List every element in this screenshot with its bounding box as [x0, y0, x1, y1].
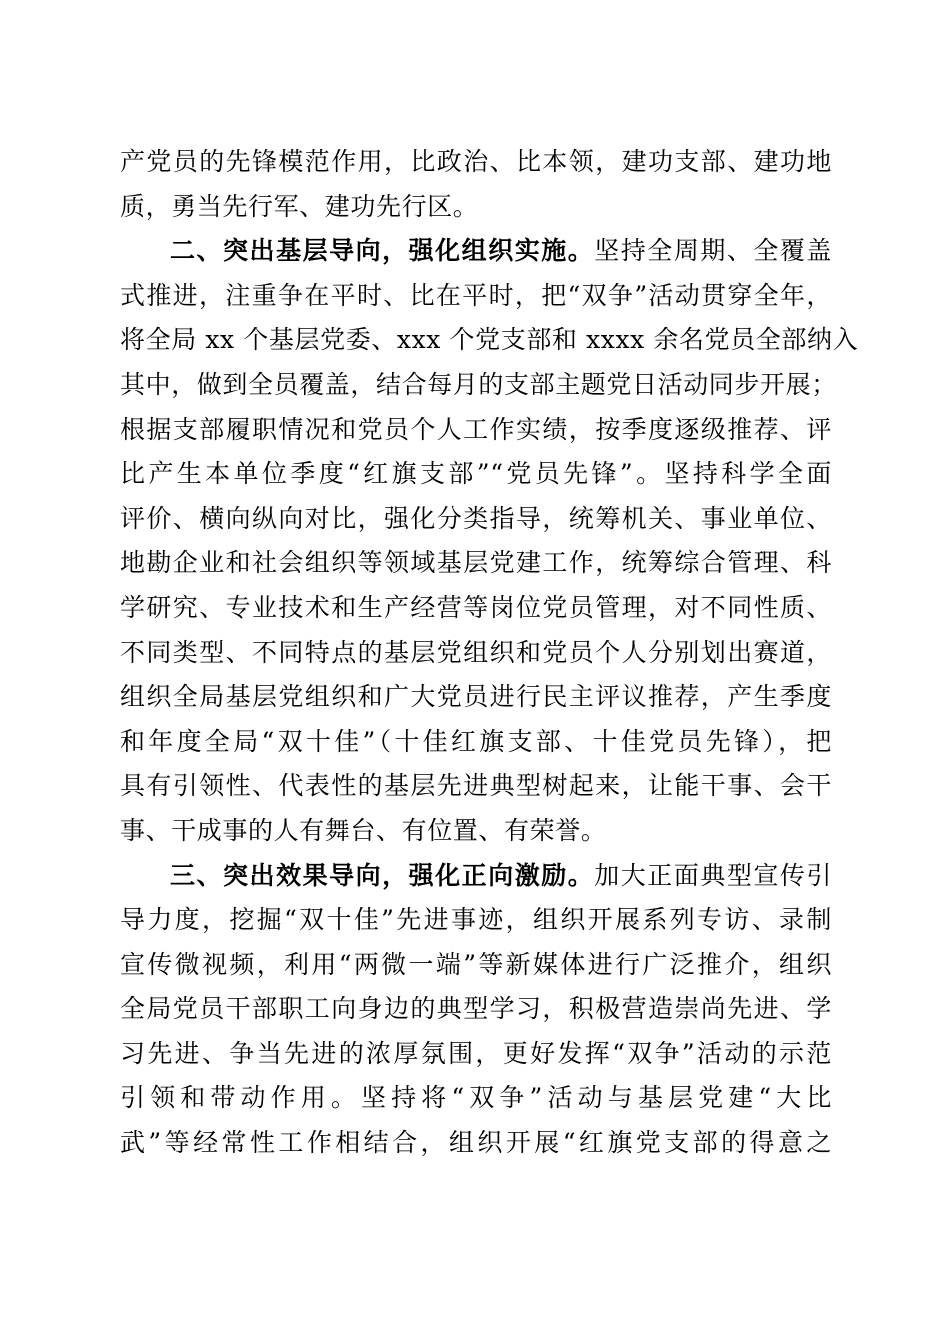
section-heading: 三、突出效果导向，强化正向激励。	[170, 860, 595, 890]
paragraph-line: 习先进、争当先进的浓厚氛围，更好发挥“双争”活动的示范	[120, 1038, 832, 1068]
paragraph-first-line	[120, 854, 832, 899]
paragraph-line: 其中，做到全员覆盖，结合每月的支部主题党日活动同步开展；	[120, 369, 837, 399]
paragraph-line: 引领和带动作用。坚持将“双争”活动与基层党建“大比	[120, 1083, 832, 1113]
paragraph-line: 事、干成事的人有舞台、有位置、有荣誉。	[120, 815, 607, 845]
paragraph-line: 地勘企业和社会组织等领域基层党建工作，统筹综合管理、科	[120, 548, 832, 578]
paragraph-text: 加大正面典型宣传引	[594, 860, 832, 890]
paragraph-line: 和年度全局“双十佳”（十佳红旗支部、十佳党员先锋），把	[120, 726, 832, 756]
paragraph-line: 评价、横向纵向对比，强化分类指导，统筹机关、事业单位、	[120, 503, 832, 533]
paragraph-line: 将全局 xx 个基层党委、xxx 个党支部和 xxxx 余名党员全部纳入	[120, 325, 859, 355]
paragraph-1	[120, 140, 832, 229]
paragraph-first-line	[120, 229, 832, 274]
section-heading: 二、突出基层导向，强化组织实施。	[170, 236, 595, 266]
paragraph-line: 不同类型、不同特点的基层党组织和党员个人分别划出赛道，	[120, 637, 832, 667]
paragraph-text: 坚持全周期、全覆盖	[594, 236, 832, 266]
paragraph-line: 导力度，挖掘“双十佳”先进事迹，组织开展系列专访、录制	[120, 905, 832, 935]
paragraph-line: 组织全局基层党组织和广大党员进行民主评议推荐，产生季度	[120, 682, 832, 712]
paragraph-line: 全局党员干部职工向身边的典型学习，积极营造崇尚先进、学	[120, 994, 832, 1024]
paragraph-line: 宣传微视频，利用“两微一端”等新媒体进行广泛推介，组织	[120, 949, 832, 979]
paragraph-line: 学研究、专业技术和生产经营等岗位党员管理，对不同性质、	[120, 592, 832, 622]
paragraph-line: 质，勇当先行军、建功先行区。	[120, 191, 479, 221]
document-body	[120, 140, 859, 1166]
paragraph-3	[120, 854, 832, 1166]
paragraph-line: 产党员的先锋模范作用，比政治、比本领，建功支部、建功地	[120, 147, 832, 176]
paragraph-line: 根据支部履职情况和党员个人工作实绩，按季度逐级推荐、评	[120, 414, 832, 444]
paragraph-line: 比产生本单位季度“红旗支部”“党员先锋”。坚持科学全面	[120, 459, 832, 489]
paragraph-line: 式推进，注重争在平时、比在平时，把“双争”活动贯穿全年，	[120, 280, 832, 310]
paragraph-line: 具有引领性、代表性的基层先进典型树起来，让能干事、会干	[120, 771, 832, 801]
paragraph-2	[120, 229, 859, 853]
paragraph-line: 武”等经常性工作相结合，组织开展“红旗党支部的得意之	[120, 1128, 832, 1158]
